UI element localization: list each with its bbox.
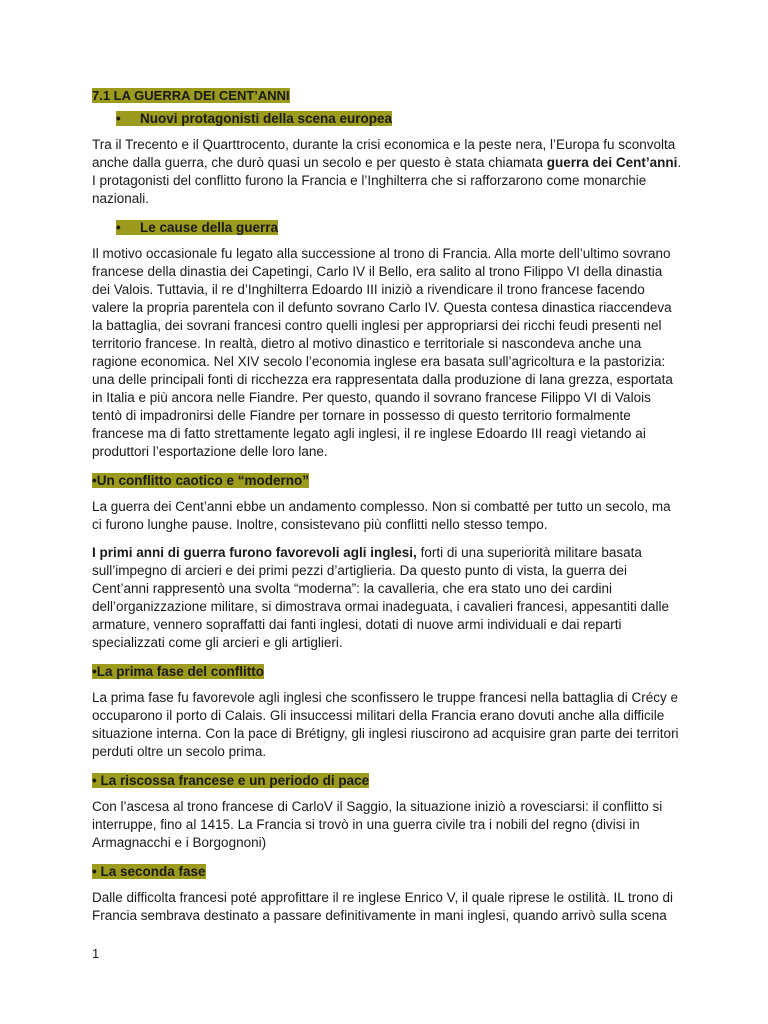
text-run: La prima fase fu favorevole agli inglesi che sconfissero le truppe francesi nella battaglia di Crécy e occuparono il porto di Calais. Gli insuccessi militari della Francia erano dovuti anche alla difficile situazione interna. Con la pace di Brétigny, gli inglesi riuscirono ad acquisire gran parte dei territori perduti oltre un secolo prima. (92, 690, 679, 759)
bullet-icon: • (92, 664, 97, 679)
heading-highlight (92, 773, 369, 788)
page-content (92, 86, 684, 935)
text-run: . I protagonisti del conflitto furono la Francia e l’Inghilterra che si rafforzarono come monarchie nazionali. (92, 155, 682, 206)
heading-highlight (92, 473, 309, 488)
heading-text: Nuovi protagonisti della scena europea (140, 111, 393, 126)
body-paragraph (92, 498, 684, 534)
body-paragraph (92, 544, 684, 652)
text-run: forti di una superiorità militare basata sull’impegno di arcieri e dei primi pezzi d’artiglieria. Da questo punto di vista, la guerra dei Cent’anni rappresentò una svolta “moderna”: la cavalleria, che era stato uno dei cardini dell’organizzazione militare, si dimostrava ormai inadeguata, i cavalieri francesi, appesantiti dalle armature, vennero sopraffatti dai fanti inglesi, dotati di nuove armi individuali e dai reparti specializzati come gli arcieri e gli artiglieri. (92, 545, 670, 650)
section-heading (92, 662, 684, 682)
heading-highlight (92, 664, 264, 679)
bold-text: guerra dei Cent’anni (546, 155, 678, 170)
text-run: La guerra dei Cent’anni ebbe un andamento complesso. Non si combatté per tutto un secolo, ma ci furono lunghe pause. Inoltre, consistevano più conflitti nello stesso tempo. (92, 499, 671, 532)
heading-text: La seconda fase (100, 864, 206, 879)
text-run: Con l’ascesa al trono francese di CarloV il Saggio, la situazione iniziò a rovesciarsi: il conflitto si interruppe, fino al 1415. La Francia si trovò in una guerra civile tra i nobili del regno (divisi in Armagnacchi e i Borgognoni) (92, 799, 663, 850)
heading-text: Le cause della guerra (140, 220, 279, 235)
heading-text: La prima fase del conflitto (96, 664, 265, 679)
section-heading (92, 862, 684, 882)
section-heading (92, 771, 684, 791)
heading-text: La riscossa francese e un periodo di pace (100, 773, 370, 788)
bullet-icon: • (92, 473, 97, 488)
heading-highlight (116, 220, 278, 235)
bullet-icon: • (116, 111, 121, 126)
body-paragraph (92, 136, 684, 208)
text-run: Tra il Trecento e il Quarttrocento, durante la crisi economica e la peste nera, l’Europa fu sconvolta anche dalla guerra, che durò quasi un secolo e per questo è stata chiamata (92, 137, 676, 170)
page-number: 1 (92, 946, 100, 961)
body-paragraph (92, 798, 684, 852)
bullet-icon: • (92, 773, 97, 788)
section-heading (92, 109, 684, 129)
body-paragraph (92, 689, 684, 761)
document-title (92, 86, 684, 105)
text-run: Dalle difficolta francesi poté approfittare il re inglese Enrico V, il quale riprese le ostilità. IL trono di Francia sembrava destinato a passare definitivamente in mani inglesi, quando arrivò sulla scena (92, 890, 674, 923)
text-run: Il motivo occasionale fu legato alla successione al trono di Francia. Alla morte dell’ultimo sovrano francese della dinastia dei Capetingi, Carlo IV il Bello, era salito al trono Filippo VI della dinastia dei Valois. Tuttavia, il re d’Inghilterra Edoardo III iniziò a rivendicare il trono francese facendo valere la propria parentela con il defunto sovrano Carlo IV. Questa contesa dinastica riaccendeva la battaglia, dei sovrani francesi contro quelli inglesi per appropriarsi dei ricchi feudi presenti nel territorio francese. In realtà, dietro al motivo dinastico e territoriale si nascondeva anche una ragione economica. Nel XIV secolo l’economia inglese era basata sull’agricoltura e la pastorizia: una delle principali fonti di ricchezza era rappresentata dalla produzione di lana grezza, esportata in Italia e più ancora nelle Fiandre. Per questo, quando il sovrano francese Filippo VI di Valois tentò di impadronirsi delle Fiandre per tornare in possesso di questo territorio formalmente francese ma di fatto strettamente legato agli inglesi, il re inglese Edoardo III reagì vietando ai produttori l’esportazione delle loro lane. (92, 246, 673, 459)
bullet-icon: • (116, 220, 121, 235)
heading-text: Un conflitto caotico e “moderno” (96, 473, 309, 488)
heading-highlight (116, 111, 392, 126)
title-text: 7.1 LA GUERRA DEI CENT’ANNI (92, 88, 290, 103)
heading-highlight (92, 864, 206, 879)
body-paragraph (92, 889, 684, 925)
bold-text: I primi anni di guerra furono favorevoli agli inglesi, (92, 545, 417, 560)
sections-container (92, 109, 684, 925)
body-paragraph (92, 245, 684, 461)
section-heading (92, 218, 684, 238)
section-heading (92, 471, 684, 491)
bullet-icon: • (92, 864, 97, 879)
